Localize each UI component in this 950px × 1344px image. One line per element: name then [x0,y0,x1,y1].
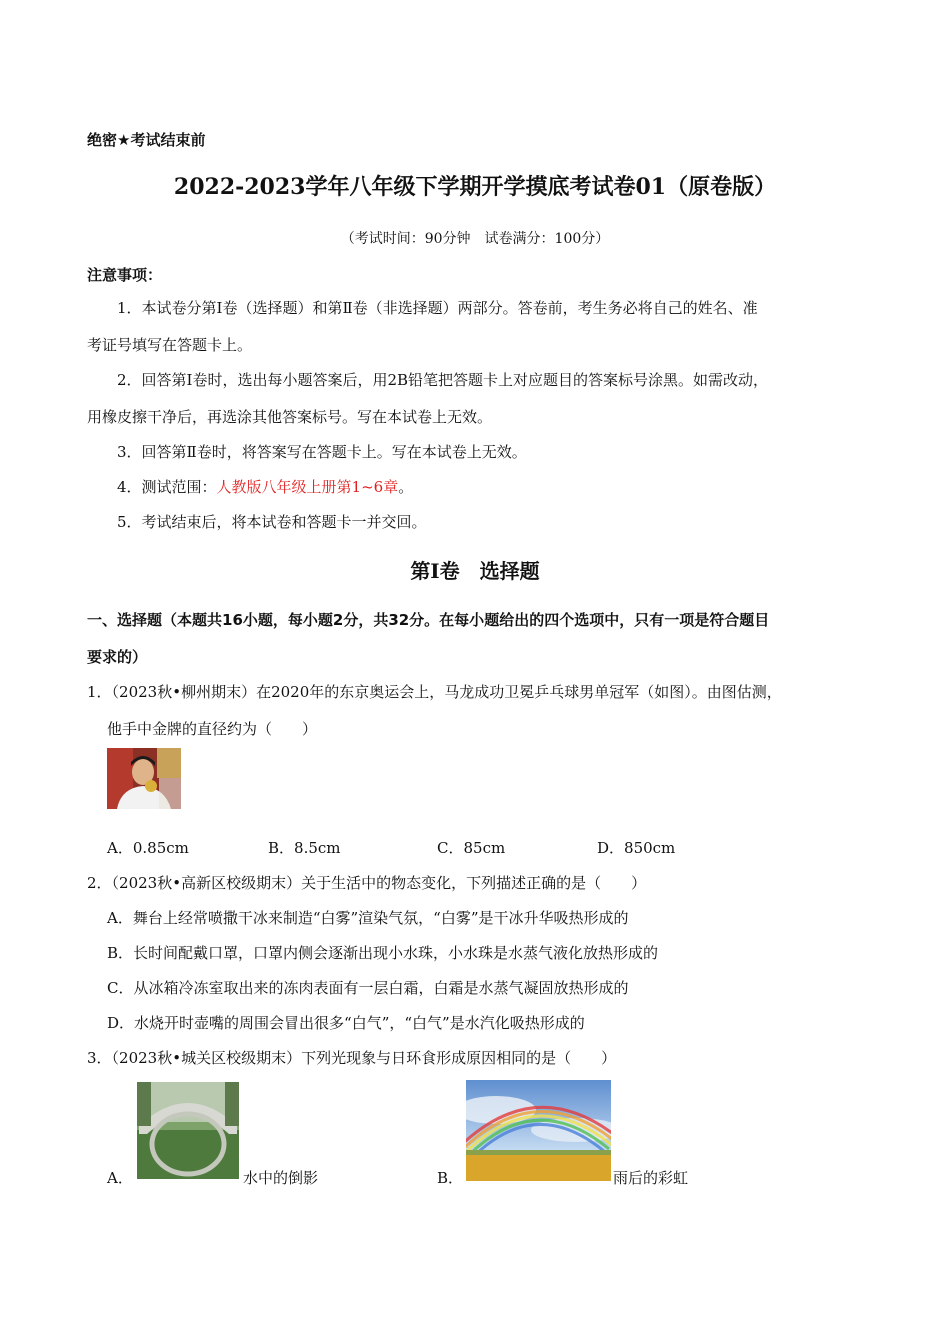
q1-stem-line-2: 他手中金牌的直径约为（ ） [107,720,318,738]
q1-option-d: D．850cm [597,839,676,857]
note-2-line-2: 用橡皮擦干净后，再选涂其他答案标号。写在本试卷上无效。 [87,408,493,426]
q3-stem: 3．（2023秋•城关区校级期末）下列光现象与日环食形成原因相同的是（ ） [87,1049,617,1067]
note-1-line-1: 1．本试卷分第Ⅰ卷（选择题）和第Ⅱ卷（非选择题）两部分。答卷前，考生务必将自己的姓名、准 [117,299,758,317]
q1-option-b: B．8.5cm [268,839,341,857]
part-heading-line-2: 要求的） [87,648,148,666]
note-4-suffix: 。 [398,478,414,496]
q2-option-c: C．从冰箱冷冻室取出来的冻肉表面有一层白霜，白霜是水蒸气凝固放热形成的 [107,979,629,997]
q2-option-a: A．舞台上经常喷撒干冰来制造“白雾”渲染气氛，“白雾”是干冰升华吸热形成的 [107,909,629,927]
q2-stem: 2．（2023秋•高新区校级期末）关于生活中的物态变化，下列描述正确的是（ ） [87,874,647,892]
q3-option-b-text: 雨后的彩虹 [613,1169,689,1187]
q2-option-b: B．长时间配戴口罩，口罩内侧会逐渐出现小水珠，小水珠是水蒸气液化放热形成的 [107,944,659,962]
q1-option-a: A．0.85cm [107,839,189,857]
page-title: 2022-2023学年八年级下学期开学摸底考试卷01（原卷版） [173,174,777,200]
note-4-prefix: 4．测试范围： [117,478,217,496]
note-1-line-2: 考证号填写在答题卡上。 [87,336,253,354]
notes-heading: 注意事项： [87,266,163,284]
q3-photo-rainbow [466,1080,611,1181]
note-5: 5．考试结束后，将本试卷和答题卡一并交回。 [117,513,427,531]
q1-photo-athlete [107,748,181,809]
part-heading-line-1: 一、选择题（本题共16小题，每小题2分，共32分。在每小题给出的四个选项中，只有一项是符合题目 [87,611,770,629]
confidential-label: 绝密★考试结束前 [87,131,206,149]
q3-photo-bridge-reflection [137,1082,239,1179]
note-2-line-1: 2．回答第Ⅰ卷时，选出每小题答案后，用2B铅笔把答题卡上对应题目的答案标号涂黑。如需改动， [117,371,769,389]
q1-stem-line-1: 1．（2023秋•柳州期末）在2020年的东京奥运会上，马龙成功卫冕乒乓球男单冠军（如图）。由图估测， [87,683,782,701]
q1-option-c: C．85cm [437,839,506,857]
test-scope: 人教版八年级上册第1~6章 [216,478,399,496]
q3-option-a-label: A． [107,1169,133,1187]
note-4 [117,476,413,497]
note-3: 3．回答第Ⅱ卷时，将答案写在答题卡上。写在本试卷上无效。 [117,443,527,461]
exam-info: （考试时间：90分钟 试卷满分：100分） [340,231,610,247]
q3-option-a-text: 水中的倒影 [243,1169,319,1187]
section-title: 第Ⅰ卷 选择题 [410,559,540,583]
q3-option-b-label: B． [437,1169,464,1187]
q2-option-d: D．水烧开时壶嘴的周围会冒出很多“白气”，“白气”是水汽化吸热形成的 [107,1014,585,1032]
